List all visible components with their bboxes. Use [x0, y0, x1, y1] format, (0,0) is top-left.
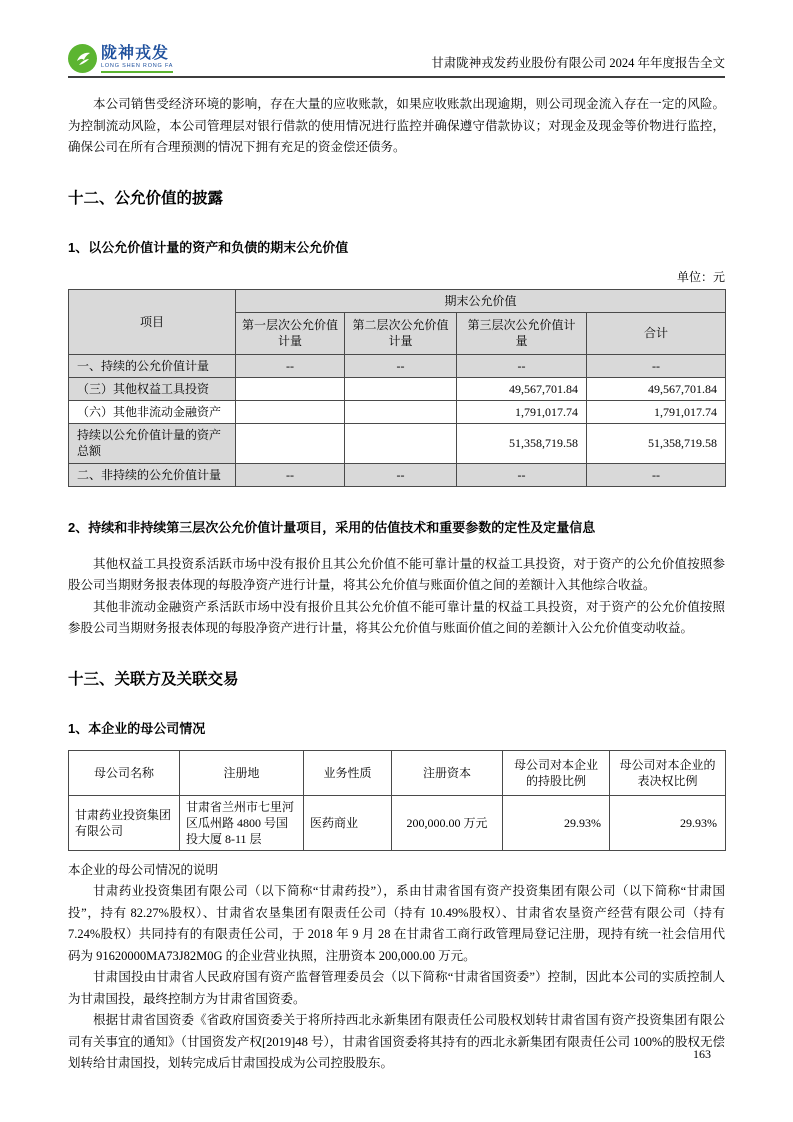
cell-level1: [236, 423, 345, 463]
cell-level1: --: [236, 354, 345, 377]
parent-paragraph-2: 甘肃国投由甘肃省人民政府国有资产监督管理委员会（以下简称“甘肃省国资委”）控制，因此本公司的实质控制人为甘肃国投，最终控制方为甘肃省国资委。: [68, 970, 725, 1006]
logo-subtitle: LONG SHEN RONG FA: [101, 62, 173, 73]
row-label: 一、持续的公允价值计量: [69, 354, 236, 377]
section12-sub1-title: 1、以公允价值计量的资产和负债的期末公允价值: [68, 239, 349, 255]
cell-holding-ratio: 29.93%: [503, 795, 610, 850]
cell-level3: 51,358,719.58: [457, 423, 587, 463]
col-header-business-nature: 业务性质: [304, 750, 392, 795]
cell-parent-name: 甘肃药业投资集团有限公司: [69, 795, 180, 850]
fair-value-table: [68, 289, 726, 487]
company-logo: [68, 44, 173, 73]
col-header-level2: 第二层次公允价值计量: [345, 312, 457, 354]
valuation-paragraph-2: 其他非流动金融资产系活跃市场中没有报价且其公允价值不能可靠计量的权益工具投资，对于资产的公允价值按照参股公司当期财务报表体现的每股净资产进行计量，将其公允价值与账面价值之间的差额计入公允价值变动收益。: [68, 599, 725, 635]
cell-level2: --: [345, 354, 457, 377]
col-header-level3: 第三层次公允价值计量: [457, 312, 587, 354]
col-header-voting-ratio: 母公司对本企业的表决权比例: [610, 750, 726, 795]
section12-title: 十二、公允价值的披露: [68, 189, 224, 207]
document-title: 甘肃陇神戎发药业股份有限公司 2024 年年度报告全文: [431, 56, 725, 70]
parent-company-table: [68, 750, 726, 851]
col-header-registered-capital: 注册资本: [392, 750, 503, 795]
col-header-registered-address: 注册地: [180, 750, 304, 795]
cell-voting-ratio: 29.93%: [610, 795, 726, 850]
table-row: [69, 400, 726, 423]
cell-level2: [345, 423, 457, 463]
cell-level2: --: [345, 463, 457, 486]
cell-level3: --: [457, 463, 587, 486]
cell-business-nature: 医药商业: [304, 795, 392, 850]
parent-paragraph-1: 甘肃药业投资集团有限公司（以下简称“甘肃药投”），系由甘肃省国有资产投资集团有限公司（以下简称“甘肃国投”，持有 82.27%股权）、甘肃省农垦集团有限责任公司（持有 10.49%股权）、甘肃省农垦资产经营有限公司（持有 7.24%股权）共同持有的有限责任公司，于 2018 年 9 月 28 在甘肃省工商行政管理局登记注册，现持有统一社会信用代码为 91620000MA73J82M0G 的企业营业执照，注册资本 200,000.00 万元。: [68, 884, 725, 963]
cell-total: --: [587, 354, 726, 377]
col-header-item: 项目: [69, 289, 236, 354]
cell-level2: [345, 400, 457, 423]
row-label: 持续以公允价值计量的资产总额: [69, 423, 236, 463]
row-label: 二、非持续的公允价值计量: [69, 463, 236, 486]
page-header: [68, 0, 725, 78]
row-label: （三）其他权益工具投资: [69, 377, 236, 400]
cell-total: 1,791,017.74: [587, 400, 726, 423]
table-row: [69, 463, 726, 486]
row-label: （六）其他非流动金融资产: [69, 400, 236, 423]
unit-label: 单位：元: [676, 269, 725, 284]
table-row: [69, 423, 726, 463]
cell-total: 49,567,701.84: [587, 377, 726, 400]
intro-paragraph: 本公司销售受经济环境的影响，存在大量的应收账款，如果应收账款出现逾期，则公司现金流入存在一定的风险。为控制流动风险，本公司管理层对银行借款的使用情况进行监控并确保遵守借款协议；对现金及现金等价物进行监控，确保公司在所有合理预测的情况下拥有充足的资金偿还债务。: [68, 97, 725, 154]
company-logo-icon: [68, 44, 97, 73]
section12-sub2-title: 2、持续和非持续第三层次公允价值计量项目，采用的估值技术和重要参数的定性及定量信息: [68, 519, 596, 535]
cell-level2: [345, 377, 457, 400]
section13-title: 十三、关联方及关联交易: [68, 670, 239, 688]
cell-level1: [236, 377, 345, 400]
cell-level3: 49,567,701.84: [457, 377, 587, 400]
valuation-paragraph-1: 其他权益工具投资系活跃市场中没有报价且其公允价值不能可靠计量的权益工具投资，对于资产的公允价值按照参股公司当期财务报表体现的每股净资产进行计量，将其公允价值与账面价值之间的差额计入其他综合收益。: [68, 556, 725, 592]
cell-total: --: [587, 463, 726, 486]
col-header-total: 合计: [587, 312, 726, 354]
logo-text: [101, 45, 173, 73]
logo-bird-glyph: [73, 49, 93, 69]
parent-note-title: 本企业的母公司情况的说明: [68, 862, 219, 877]
table-row: [69, 354, 726, 377]
col-header-group: 期末公允价值: [236, 289, 726, 312]
section13-sub1-title: 1、本企业的母公司情况: [68, 720, 206, 736]
page-number: 163: [693, 1047, 711, 1061]
cell-registered-capital: 200,000.00 万元: [392, 795, 503, 850]
table-row: [69, 377, 726, 400]
cell-level1: --: [236, 463, 345, 486]
cell-level1: [236, 400, 345, 423]
col-header-parent-name: 母公司名称: [69, 750, 180, 795]
col-header-holding-ratio: 母公司对本企业的持股比例: [503, 750, 610, 795]
logo-title: 陇神戎发: [101, 44, 170, 62]
cell-level3: 1,791,017.74: [457, 400, 587, 423]
table-row: [69, 795, 726, 850]
cell-registered-address: 甘肃省兰州市七里河区瓜州路 4800 号国投大厦 8-11 层: [180, 795, 304, 850]
parent-paragraph-3: 根据甘肃省国资委《省政府国资委关于将所持西北永新集团有限责任公司股权划转甘肃省国有资产投资集团有限公司有关事宜的通知》（甘国资发产权[2019]48 号），甘肃省国资委将其持有的西北永新集团有限责任公司 100%的股权无偿划转给甘肃国投，划转完成后甘肃国投成为公司控股股东。: [68, 1013, 725, 1070]
cell-level3: --: [457, 354, 587, 377]
cell-total: 51,358,719.58: [587, 423, 726, 463]
col-header-level1: 第一层次公允价值计量: [236, 312, 345, 354]
